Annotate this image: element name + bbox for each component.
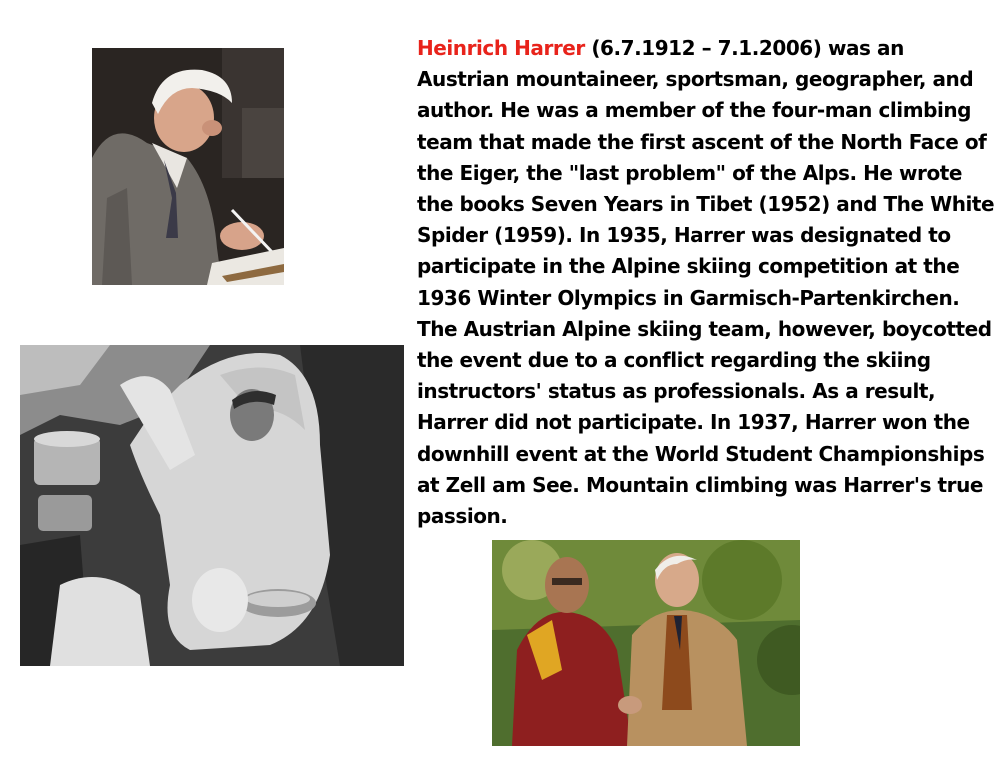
- harrer-with-companion-photo: [492, 540, 800, 746]
- harrer-signing-photo: [92, 48, 284, 285]
- biography-paragraph: [417, 33, 997, 532]
- biography-text: (6.7.1912 – 7.1.2006) was an Austrian mountaineer, sportsman, geographer, and author. He was a member of the four-man climbing team that made the first ascent of the North Face of the Eiger, the "last problem" of the Alps. He wrote the books Seven Years in Tibet (1952) and The White Spider (1959). In 1935, Harrer was designated to participate in the Alpine skiing competition at the 1936 Winter Olympics in Garmisch-Partenkirchen. The Austrian Alpine skiing team, however, boycotted the event due to a conflict regarding the skiing instructors' status as professionals. As a result, Harrer did not participate. In 1937, Harrer won the downhill event at the World Student Championships at Zell am See. Mountain climbing was Harrer's true passion.: [417, 36, 995, 529]
- person-name: Heinrich Harrer: [417, 36, 585, 60]
- climber-bivouac-photo: [20, 345, 404, 666]
